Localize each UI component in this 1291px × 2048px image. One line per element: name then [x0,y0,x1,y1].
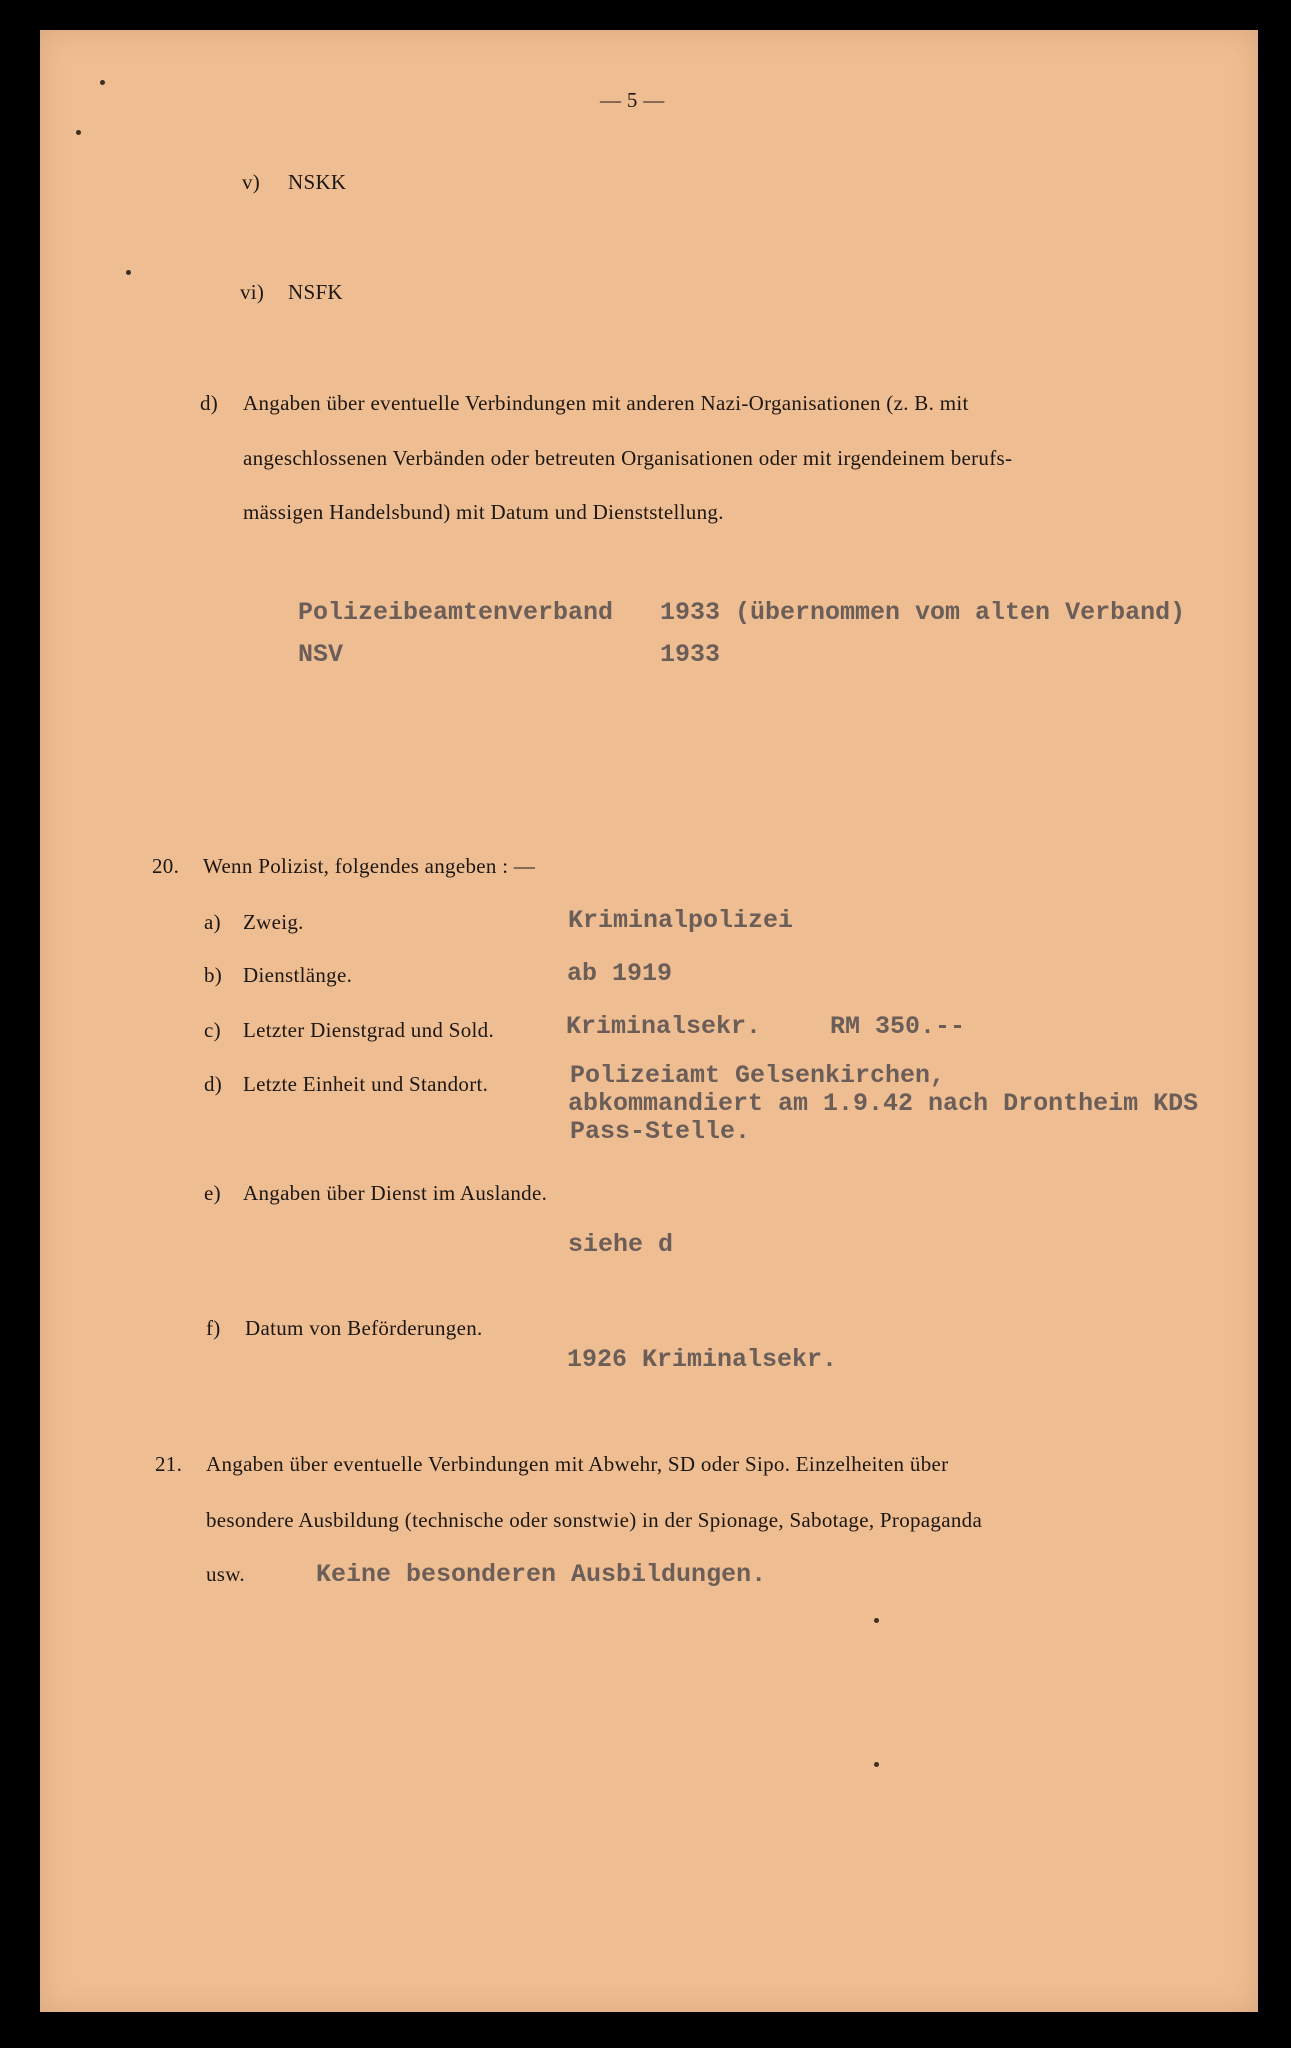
page-number: — 5 — [600,88,665,112]
q20-c-label: c) [204,1018,221,1042]
item-vi-text: NSFK [288,280,343,304]
answer-d-detail-1: 1933 (übernommen vom alten Verband) [660,598,1186,627]
item-d-line3: mässigen Handelsbund) mit Datum und Dienststellung. [243,500,724,524]
q20-b-answer: ab 1919 [567,959,673,988]
q20-e-label: e) [204,1181,221,1205]
item-d-line1: Angaben über eventuelle Verbindungen mit anderen Nazi-Organisationen (z. B. mit [243,391,969,415]
q21-answer: Keine besonderen Ausbildungen. [316,1560,767,1589]
q21-number: 21. [155,1452,183,1476]
q20-d-answer-line1: Polizeiamt Gelsenkirchen, [570,1061,946,1090]
speck-mark [874,1618,879,1623]
q20-c-salary: RM 350.-- [830,1012,966,1041]
answer-d-org-2: NSV [298,640,344,669]
item-d-label: d) [200,391,219,415]
item-v-text: NSKK [288,170,347,194]
q20-b-text: Dienstlänge. [243,963,353,987]
item-v-label: v) [242,170,261,194]
q21-line3: usw. [206,1562,245,1586]
answer-d-detail-2: 1933 [660,640,721,669]
q20-d-answer-line3: Pass-Stelle. [570,1117,751,1146]
q20-c-text: Letzter Dienstgrad und Sold. [243,1018,495,1042]
answer-d-org-1: Polizeibeamtenverband [298,598,614,627]
q20-a-answer: Kriminalpolizei [568,906,794,935]
q20-c-answer: Kriminalsekr. [566,1012,762,1041]
q20-f-label: f) [206,1316,221,1340]
q20-e-answer: siehe d [568,1230,674,1259]
q21-line2: besondere Ausbildung (technische oder sonstwie) in der Spionage, Sabotage, Propaganda [206,1508,983,1532]
speck-mark [76,130,81,135]
q20-a-text: Zweig. [243,910,304,934]
item-d-line2: angeschlossenen Verbänden oder betreuten Organisationen oder mit irgendeinem berufs- [243,446,1013,470]
q20-text: Wenn Polizist, folgendes angeben : — [203,854,536,878]
q21-line1: Angaben über eventuelle Verbindungen mit Abwehr, SD oder Sipo. Einzelheiten über [206,1452,949,1476]
q20-b-label: b) [204,963,223,987]
speck-mark [126,270,131,275]
speck-mark [100,80,105,85]
q20-f-text: Datum von Beförderungen. [245,1316,483,1340]
q20-d-label: d) [204,1072,223,1096]
speck-mark [874,1762,879,1767]
q20-f-answer: 1926 Kriminalsekr. [567,1345,838,1374]
q20-d-answer-line2: abkommandiert am 1.9.42 nach Drontheim KDS [568,1089,1199,1118]
item-vi-label: vi) [240,280,265,304]
q20-number: 20. [152,854,180,878]
q20-d-text: Letzte Einheit und Standort. [243,1072,489,1096]
q20-e-text: Angaben über Dienst im Auslande. [243,1181,548,1205]
q20-a-label: a) [204,910,221,934]
